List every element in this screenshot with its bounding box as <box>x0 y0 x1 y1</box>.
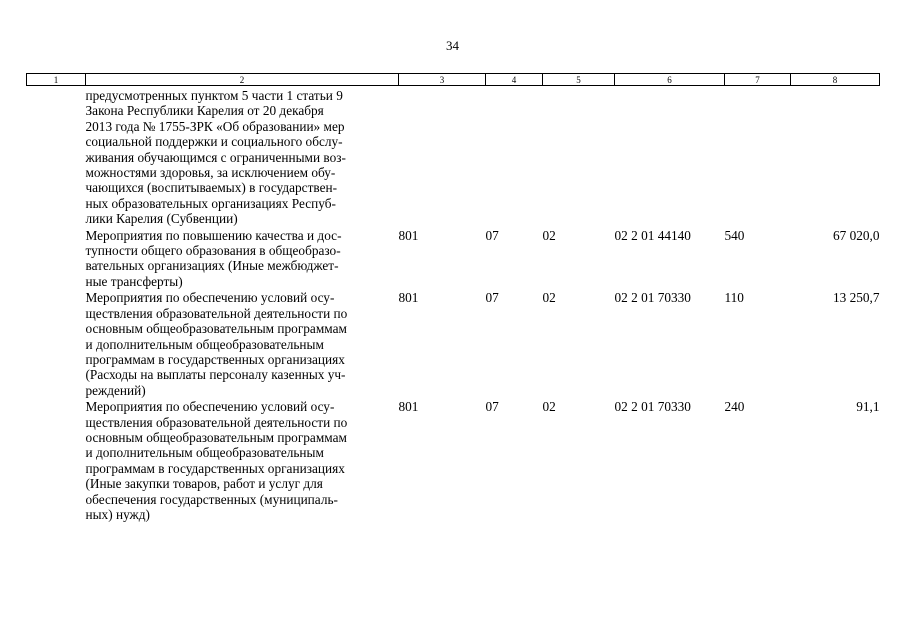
table-row <box>27 227 880 290</box>
column-number-3: 3 <box>399 74 486 86</box>
target-article-code: 02 2 01 70330 <box>614 290 691 306</box>
row-col-1 <box>27 398 86 522</box>
section-code <box>486 86 543 227</box>
amount <box>791 86 880 227</box>
target-article-code: 02 2 01 44140 <box>614 227 691 243</box>
expense-type-code <box>725 86 791 227</box>
description-line: 2013 года № 1755-ЗРК «Об образовании» мер <box>85 118 345 134</box>
description-line: и дополнительным общеобразовательным <box>85 336 324 352</box>
description-line: предусмотренных пунктом 5 части 1 статьи 9 <box>85 88 343 103</box>
ministry-code: 801 <box>398 399 419 415</box>
ministry-code: 801 <box>398 227 419 243</box>
description-line: ных) нужд) <box>85 506 150 522</box>
page-number: 34 <box>446 38 459 53</box>
description-line: реждений) <box>85 382 146 398</box>
description-line: программам в государственных организациях <box>85 351 345 367</box>
row-description <box>86 398 399 522</box>
column-number-8: 8 <box>791 74 880 86</box>
description-line: живания обучающимся с ограниченными воз- <box>85 149 346 165</box>
table-row <box>27 398 880 522</box>
ministry-code <box>399 86 486 227</box>
column-number-6: 6 <box>615 74 725 86</box>
description-line: чающихся (воспитываемых) в государствен- <box>85 180 338 196</box>
target-article-code: 02 2 01 70330 <box>614 399 691 415</box>
section-code: 07 <box>485 290 499 306</box>
row-description <box>86 86 399 227</box>
subsection-code: 02 <box>542 227 556 243</box>
description-line: обеспечения государственных (муниципаль- <box>85 491 338 507</box>
column-number-4: 4 <box>486 74 543 86</box>
description-line: Закона Республики Карелия от 20 декабря <box>85 103 324 119</box>
description-line: социальной поддержки и социального обслу- <box>85 134 343 150</box>
subsection-code: 02 <box>542 290 556 306</box>
subsection-code <box>543 86 615 227</box>
description-line: можностями здоровья, за исключением обу- <box>85 165 336 181</box>
description-line: Мероприятия по обеспечению условий осу- <box>85 399 335 415</box>
description-line: основным общеобразовательным программам <box>85 321 347 337</box>
description-line: Мероприятия по повышению качества и дос- <box>85 227 342 243</box>
description-line: ществления образовательной деятельности по <box>85 305 348 321</box>
description-line: лики Карелия (Субвенции) <box>85 211 238 227</box>
column-number-7: 7 <box>725 74 791 86</box>
description-line: тупности общего образования в общеобразо- <box>85 243 341 259</box>
row-description <box>86 289 399 398</box>
subsection-code: 02 <box>542 399 556 415</box>
ministry-code: 801 <box>398 290 419 306</box>
row-col-1 <box>27 227 86 290</box>
expense-type-code: 540 <box>724 227 745 243</box>
column-number-5: 5 <box>543 74 615 86</box>
description-line: ществления образовательной деятельности по <box>85 414 348 430</box>
table-row <box>27 289 880 398</box>
row-description <box>86 227 399 290</box>
amount: 91,1 <box>856 399 880 415</box>
amount: 67 020,0 <box>832 227 880 243</box>
description-line: программам в государственных организациях <box>85 460 345 476</box>
target-article-code <box>615 86 725 227</box>
expense-type-code: 240 <box>724 399 745 415</box>
budget-table <box>26 73 880 522</box>
description-line: вательных организациях (Иные межбюджет- <box>85 258 339 274</box>
description-line: и дополнительным общеобразовательным <box>85 445 324 461</box>
column-number-2: 2 <box>86 74 399 86</box>
row-col-1 <box>27 289 86 398</box>
section-code: 07 <box>485 399 499 415</box>
description-line: (Иные закупки товаров, работ и услуг для <box>85 476 323 492</box>
description-line: основным общеобразовательным программам <box>85 429 347 445</box>
table-row <box>27 86 880 227</box>
description-line: ных образовательных организациях Респуб- <box>85 195 336 211</box>
description-line: Мероприятия по обеспечению условий осу- <box>85 290 335 306</box>
expense-type-code: 110 <box>724 290 744 306</box>
column-number-1: 1 <box>27 74 86 86</box>
column-number-header-row <box>27 74 880 86</box>
section-code: 07 <box>485 227 499 243</box>
row-col-1 <box>27 86 86 227</box>
description-line: (Расходы на выплаты персоналу казенных уч- <box>85 367 346 383</box>
amount: 13 250,7 <box>832 290 880 306</box>
description-line: ные трансферты) <box>85 273 183 289</box>
